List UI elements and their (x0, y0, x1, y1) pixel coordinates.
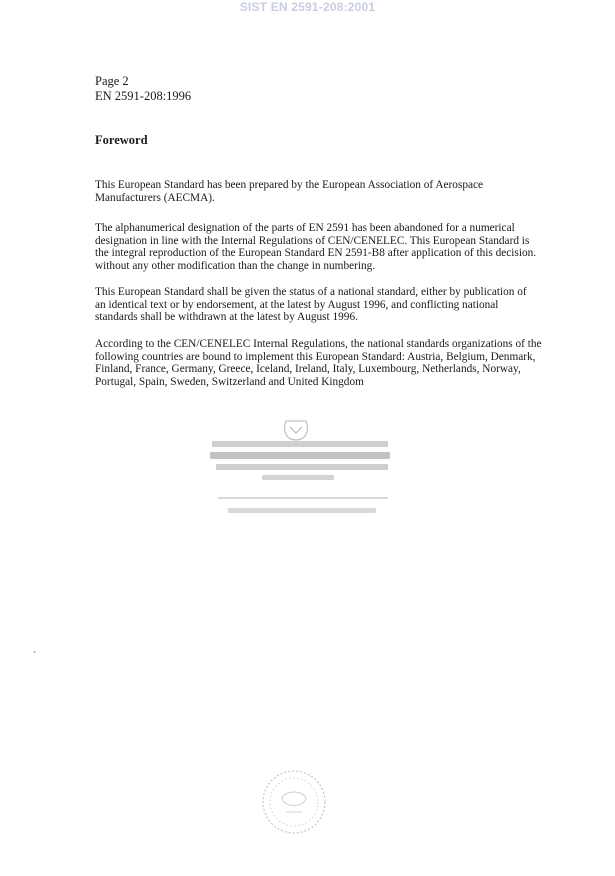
institution-stamp (198, 415, 398, 525)
page-header (95, 74, 191, 104)
text-line: without any other modification than the change in numbering. (95, 259, 376, 272)
embossed-seal (260, 768, 328, 836)
watermark: SIST EN 2591-208:2001 (239, 0, 376, 14)
text-line: The alphanumerical designation of the parts of EN 2591 has been abandoned for a numerical (95, 222, 515, 234)
text-line: standards shall be withdrawn at the latest by August 1996. (95, 311, 358, 324)
text-line: According to the CEN/CENELEC Internal Regulations, the national standards organizations of the (95, 338, 542, 350)
text-line: Manufacturers (AECMA). (95, 191, 215, 204)
text-line: Portugal, Spain, Sweden, Switzerland and United Kingdom (95, 375, 364, 388)
scan-speck (33, 651, 36, 653)
text-line: designation in line with the Internal Regulations of CEN/CENELEC. This European Standard is (95, 234, 530, 247)
text-line: This European Standard shall be given the status of a national standard, either by publication of (95, 286, 527, 298)
text-line: Finland, France, Germany, Greece, Iceland, Ireland, Italy, Luxembourg, Netherlands, Norway, (95, 363, 521, 376)
paragraph-4 (95, 338, 545, 388)
text-line: following countries are bound to implement this European Standard: Austria, Belgium, Denmark, (95, 350, 536, 363)
paragraph-2 (95, 222, 545, 272)
section-heading: Foreword (95, 133, 148, 147)
paragraph-1 (95, 179, 545, 204)
page-number: Page 2 (95, 74, 129, 88)
text-line: This European Standard has been prepared by the European Association of Aerospace (95, 179, 484, 191)
document-id: EN 2591-208:1996 (95, 89, 192, 103)
text-line: an identical text or by endorsement, at the latest by August 1996, and conflicting national (95, 298, 499, 311)
paragraph-3 (95, 286, 545, 324)
text-line: the integral reproduction of the European Standard EN 2591-B8 after application of this decision. (95, 247, 537, 260)
